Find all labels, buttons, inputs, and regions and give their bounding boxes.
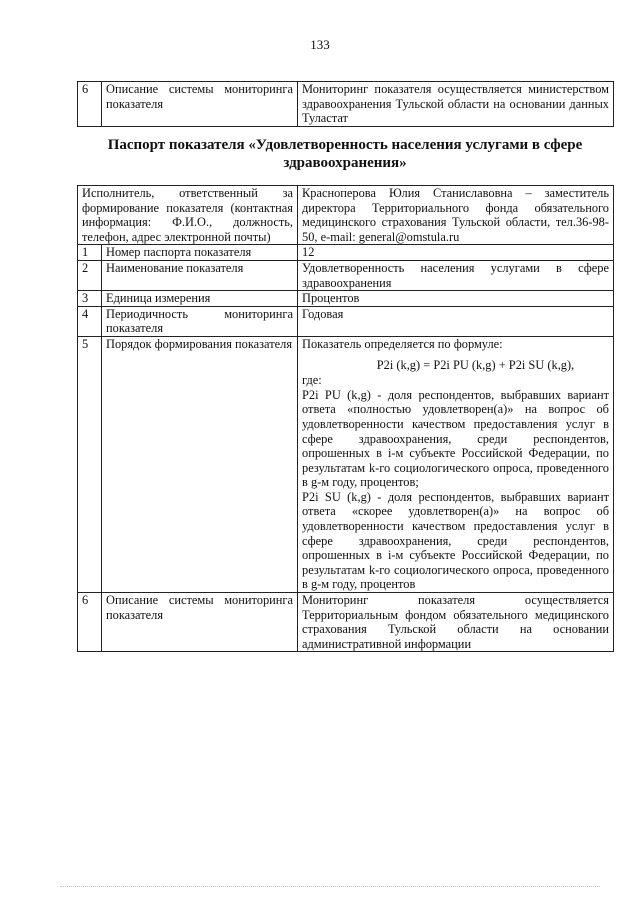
formula-intro: Показатель определяется по формуле:	[302, 336, 503, 351]
row-number: 4	[78, 306, 102, 336]
row-value: Годовая	[298, 306, 614, 336]
row-number: 1	[78, 245, 102, 261]
row-label: Номер паспорта показателя	[102, 245, 298, 261]
table-row	[78, 593, 614, 652]
row-value: Мониторинг показателя осуществляется Территориальным фондом обязательного медицинского страхования Тульской области на основании административной информации	[298, 593, 614, 652]
executor-value: Красноперова Юлия Станиславовна – заместитель директора Территориального фонда обязательного медицинского страхования Тульской области, тел.36-98-50, e-mail: general@omstula.ru	[298, 186, 614, 245]
formula-where: где:	[302, 373, 322, 388]
row-value: Процентов	[298, 291, 614, 307]
row-label: Единица измерения	[102, 291, 298, 307]
row-label: Порядок формирования показателя	[102, 336, 298, 592]
row-value: Удовлетворенность населения услугами в сфере здравоохранения	[298, 260, 614, 290]
executor-label: Исполнитель, ответственный за формирование показателя (контактная информация: Ф.И.О., должность, телефон, адрес электронной почты)	[78, 186, 298, 245]
formula-definition-pu: P2i PU (k,g) - доля респондентов, выбравших вариант ответа «полностью удовлетворен(а)» на вопрос об удовлетворенности качеством предоставления услуг в сфере здравоохранения, среди респондентов, опрошенных в i-м субъекте Российской Федерации, по результатам k-го социологического опроса, проведенного в g-м году, процентов;	[302, 387, 609, 490]
row-label: Описание системы мониторинга показателя	[102, 593, 298, 652]
row-label: Описание системы мониторинга показателя	[102, 82, 298, 127]
passport-table	[77, 185, 614, 652]
passport-title: Паспорт показателя «Удовлетворенность населения услугами в сфере здравоохранения»	[107, 137, 583, 171]
row-number: 6	[78, 82, 102, 127]
formula-definition-su: P2i SU (k,g) - доля респондентов, выбравших вариант ответа «скорее удовлетворен(а)» на вопрос об удовлетворенности качеством предоставления услуг в сфере здравоохранения, среди респондентов, опрошенных в i-м субъекте Российской Федерации, по результатам k-го социологического опроса, проведенного в g-м году, процентов	[302, 489, 609, 592]
row-value: Мониторинг показателя осуществляется министерством здравоохранения Тульской области на основании данных Туластат	[298, 82, 614, 127]
row-number: 5	[78, 336, 102, 592]
formula-cell	[298, 336, 614, 592]
table-row-executor	[78, 186, 614, 245]
scan-artifact-line	[60, 886, 600, 888]
page-number: 133	[310, 37, 330, 52]
table-row	[78, 82, 614, 127]
table-row	[78, 306, 614, 336]
table-row	[78, 245, 614, 261]
row-number: 3	[78, 291, 102, 307]
table-row-formula	[78, 336, 614, 592]
table-row	[78, 291, 614, 307]
row-value: 12	[298, 245, 614, 261]
table-row	[78, 260, 614, 290]
previous-passport-table	[77, 81, 614, 127]
row-number: 2	[78, 260, 102, 290]
row-label: Периодичность мониторинга показателя	[102, 306, 298, 336]
row-number: 6	[78, 593, 102, 652]
formula: P2i (k,g) = P2i PU (k,g) + P2i SU (k,g),	[376, 357, 575, 372]
row-label: Наименование показателя	[102, 260, 298, 290]
